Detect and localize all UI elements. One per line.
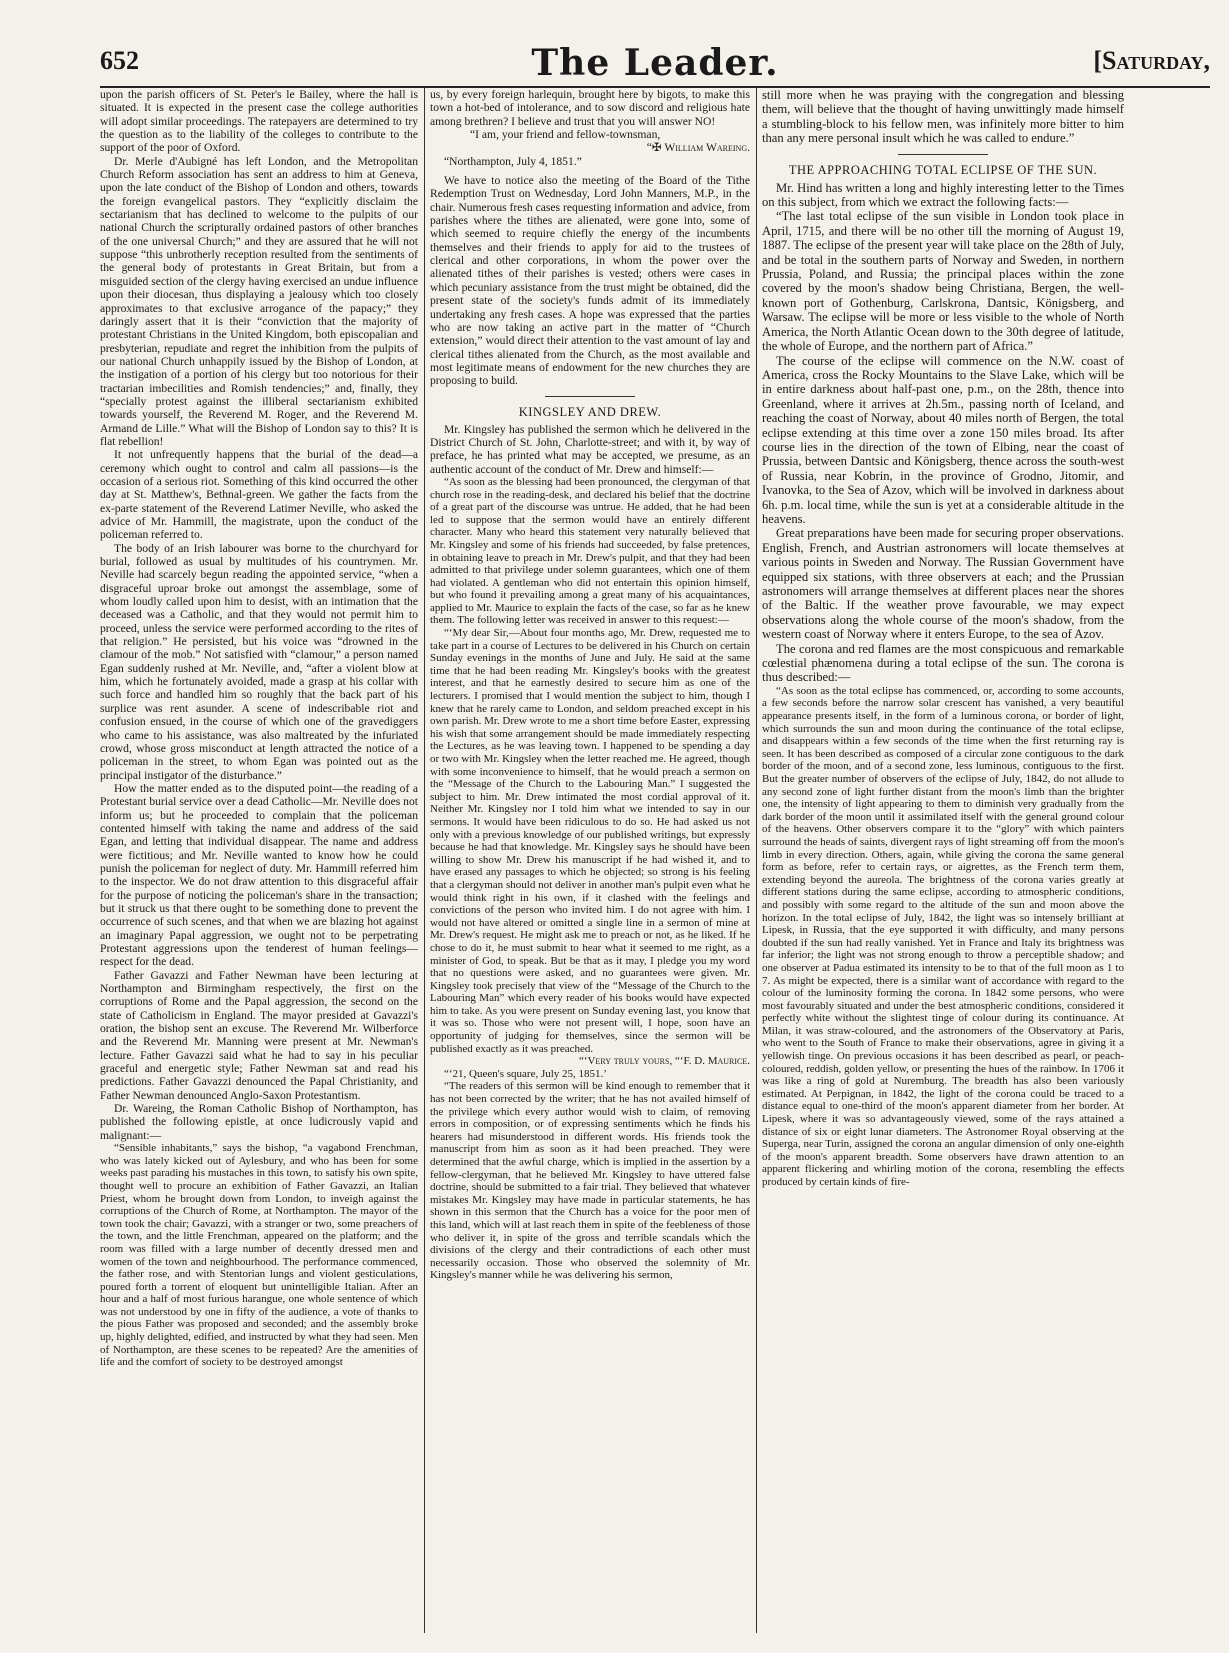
paragraph: still more when he was praying with the congregation and blessing them, will believe that the thought of having unwittingly made himself a stumbling-block to his fellow men, was infinitely more bitter to him than any mere personal insult which he was called to endure.” [762, 88, 1124, 146]
quote-paragraph: “Sensible inhabitants,” says the bishop, “a vagabond Frenchman, who was lately kicked out of Aylesbury, and who has been for some weeks past parading his mustaches in this town, to satisfy his own spite, thought well to procure an exhibition of Father Gavazzi, an Italian Priest, whom he brought down from London, to inveigh against the corruptions of the Church of Rome, at Northampton. The mayor of the town took the chair; Gavazzi, with a stranger or two, some preachers of the town, and the little Frenchman, appeared on the platform; and the room was filled with a large number of decently dressed men and women of the town and neighbourhood. The performance commenced, the father rose, and with Stentorian lungs and violent gesticulations, poured forth a torrent of eloquent but unintelligible Italian. After an hour and a half of most furious harangue, one whole sentence of which was not understood by one in fifty of the audience, a vote of thanks to the pious Father was proposed and seconded; and the assembly broke up, highly delighted, edified, and instructed by what they had seen. Men of Northampton, are these scenes to be repeated? Are the amenities of life and the comfort of society to be destroyed amongst [100, 1142, 418, 1369]
section-divider [545, 396, 635, 397]
issue-day: [Saturday, [1093, 46, 1210, 75]
newspaper-title: The Leader. [531, 42, 779, 84]
paragraph: How the matter ended as to the disputed point—the reading of a Protestant burial service over a dead Catholic—Mr. Neville does not inform us; but he proceeded to complain that the policeman contented himself with taking the name and address of the said Egan, and letting that individual disappear. The name and address were fictitious; and Mr. Neville wanted to know how he could punish the policeman for neglect of duty. Mr. Hammill referred him to the inspector. We do not draw attention to this disgraceful affair for the purpose of noticing the policeman's share in the transaction; but it struck us that there ought to be something done to prevent the occurrence of such scenes, and that when we are blazing hot against an imaginary Papal aggression, we ought not to be perpetrating Protestant aggressions upon the tenderest of human feelings—respect for the dead. [100, 781, 418, 969]
paragraph: The course of the eclipse will commence on the N.W. coast of America, cross the Rocky Mountains to the Slave Lake, which will be in entire darkness about half-past one, p.m., on the 28th, thence into Greenland, where it arrives at 2h.5m., passing north of Iceland, and reaching the coast of Norway, about 40 miles north of Bergen, the total eclipse extending at this time over a zone 150 miles broad. Its after course lies in the direction of the town of Elbing, near the coast of Prussia, between Dantsic and Königsberg, thence across the south-west of Russia, near Kobrin, in the province of Grodno, Jitomir, and Ivanovka, to the Sea of Azov, which will be involved in darkness about 6h. p.m. local time, while the sun is yet at a considerable altitude in the heavens. [762, 353, 1124, 526]
letter-signature: “‘Very truly yours, “‘F. D. Maurice. [578, 1055, 750, 1068]
paragraph: The corona and red flames are the most conspicuous and remarkable cœlestial phænomena during a total eclipse of the sun. The corona is thus described:— [762, 641, 1124, 685]
paragraph: It not unfrequently happens that the burial of the dead—a ceremony which ought to control and calm all passions—is the occasion of a serious riot. Something of this kind occurred the other day at St. Matthew's, Bethnal-green. We gather the facts from the ex-parte statement of the Reverend Latimer Neville, who asked the advice of Mr. Hammill, the magistrate, upon the conduct of the policeman referred to. [100, 448, 418, 542]
column-3 [762, 88, 1124, 1633]
letter-closing: “I am, your friend and fellow-townsman, [470, 128, 661, 142]
paragraph: Mr. Hind has written a long and highly interesting letter to the Times on this subject, from which we extract the following facts:— [762, 180, 1124, 210]
letter-signature: “✠ William Wareing. [646, 141, 750, 155]
column-rule [756, 88, 757, 1633]
paragraph: The body of an Irish labourer was borne to the churchyard for burial, followed as usual by multitudes of his countrymen. Mr. Neville had scarcely begun reading the appointed service, “when a disgraceful uproar broke out amongst the assemblage, some of whom loudly called upon him to desist, with an intimation that the deceased was a Catholic, and that they would not permit him to proceed, unless the service were performed according to the rites of that religion.” He persisted, but his voice was “drowned in the clamour of the mob.” Not satisfied with “clamour,” a person named Egan suddenly rushed at Mr. Neville, and, “after a violent blow at him, which he fortunately avoided, made a grasp at his collar with such force and handled him so roughly that the back part of his surplice was rent asunder. A scene of indescribable riot and confusion ensued, in the course of which one of the gravediggers who came to his assistance, was also maltreated by the infuriated crowd, whose gross misconduct at length attracted the notice of a policeman in the street, to whom Egan was pointed out as the principal instigator of the disturbance.” [100, 541, 418, 782]
paragraph: Father Gavazzi and Father Newman have been lecturing at Northampton and Birmingham respectively, the first on the corruptions of Rome and the Papal aggression, the second on the state of Catholicism in England. The mayor presided at Gavazzi's oration, the bishop sent an excuse. The Reverend Mr. Wilberforce and the Reverend Mr. Manning were present at Mr. Newman's lecture. Father Gavazzi said what he had to say in his peculiar graceful and energetic style; Father Newman sat and read his predictions. Father Gavazzi denounced the Papal Christianity, and Father Newman denounced Anglo-Saxon Protestantism. [100, 968, 418, 1102]
quote-paragraph: “As soon as the total eclipse has commenced, or, according to some accounts, a few seconds before the narrow solar crescent has vanished, a very beautiful appearance presents itself, in the form of a luminous corona, or border of light, which surrounds the sun and moon during the continuance of the total eclipse, and disappears within a few seconds of the time when the first returning ray is seen. It has been described as composed of a circular zone contiguous to the dark border of the moon, and of a second zone, less luminous, contiguous to the first. But the greater number of observers of the eclipse of July, 1842, do not allude to any second zone of light further distant from the moon's limb than the brighter one, the intensity of light appearing to them to diminish very gradually from the dark border of the moon until it assimilated itself with the general ground colour of the heavens. Other observers compare it to the “glory” with which painters surround the heads of saints, divergent rays of light streaming off from the moon's limb in every direction. Others, again, while giving the corona the same general form as before, refer to certain rays, or aigrettes, as the French term them, extending beyond the aureola. The brightness of the corona varies greatly at different stations during the same eclipse, according to atmospheric conditions, and possibly with some regard to the altitude of the sun and moon above the horizon. In the total eclipse of July, 1842, the light was so intensely brilliant at Lipesk, in Russia, that the eye supported it with difficulty, and many persons doubted if the sun had really vanished. Yet in France and Italy its brightness was far inferior; the light was not strong enough to throw a perceptible shadow; and one observer at Padua estimated its intensity to be to that of the full moon as 1 to 7. As might be expected, there is a similar want of accordance with regard to the colour of the luminosity forming the corona. In 1842 some persons, who were most favourably situated and under the best atmospheric conditions, considered it perfectly white without the slightest tinge of colour during its continuance. At Milan, it was straw-coloured, and the astronomers of the Observatory at Paris, who went to the South of France to make their observations, agree in giving it a yellowish tinge. On previous occasions it has been described as pearl, or peach-coloured, reddish, golden yellow, or presenting the hues of the rainbow. In 1706 it was like a ring of gold at Nuremburg. The breadth has also been variously estimated. At Perpignan, in 1842, the light of the corona could be traced to a distance equal to one-third of the moon's apparent diameter from her border. At Lipesk, where it was so advantageously viewed, some of the rays attained a distance of six or eight lunar diameters. The Astronomer Royal observing at the Superga, near Turin, assigned the corona an angular dimension of only one-eighth of the moon's apparent breadth. Some observers have drawn attention to an apparent flickering and whirling motion of the corona, resembling the effects produced by certain kinds of fire- [762, 684, 1124, 1188]
column-2 [430, 88, 750, 1633]
section-heading: THE APPROACHING TOTAL ECLIPSE OF THE SUN. [788, 162, 1098, 177]
paragraph: Mr. Kingsley has published the sermon which he delivered in the District Church of St. John, Charlotte-street; and with it, by way of preface, he has printed what may be accepted, we presume, as an authentic account of the conduct of Mr. Drew and himself:— [430, 422, 750, 476]
quote-paragraph: “The readers of this sermon will be kind enough to remember that it has not been corrected by the writer; that he has not availed himself of the privilege which every author would wish to claim, of removing errors in composition, or of expressing sentiments which he finds his hearers had misunderstood in different words. His friends took the manuscript from him as soon as it had been preached. They were determined that the awful charge, which is implied in the assertion by a fellow-clergyman, that he believed Mr. Kingsley to have uttered false doctrine, should be submitted to a fair trial. They believed that whatever mistakes Mr. Kingsley may have made in particular statements, he has shown in this sermon that the Church has a voice for the poor men of this land, which will at last reach them in spite of the feebleness of those who deliver it, in spite of the gross and terrible scandals which the divisions of the clergy and their contradictions of each other must necessarily occasion. Those who observed the solemnity of Mr. Kingsley's manner while he was delivering his sermon, [430, 1080, 750, 1282]
paragraph: We have to notice also the meeting of the Board of the Tithe Redemption Trust on Wednesday, Lord John Manners, M.P., in the chair. Numerous fresh cases requesting information and advice, from parishes where the tithes are alienated, were gone into, some of which seemed to require chiefly the energy of the incumbents themselves and their friends to apply for aid to the trustees of clerical and other corporations, in whom the power over the alienated tithes of their parishes is vested; others were cases in which pecuniary assistance from the trust might be obtained, did the present state of the society's funds admit of its immediately undertaking any fresh cases. A hope was expressed that the parties who are now taking an active part in the matter of “Church extension,” would direct their attention to the vast amount of lay and clerical tithes alienated from the Church, as the most available and most legitimate means of endowment for the new churches they are proposing to build. [430, 174, 750, 388]
column-1 [100, 88, 418, 1633]
letter-dateline: “‘21, Queen's square, July 25, 1851.’ [444, 1067, 607, 1080]
paragraph: us, by every foreign harlequin, brought here by bigots, to make this town a hot-bed of intolerance, and to sow discord and religious hate among brethren? I believe and trust that you will answer NO! [430, 88, 750, 128]
page-number: 652 [100, 46, 139, 75]
section-divider [898, 154, 988, 155]
paragraph: Dr. Merle d'Aubigné has left London, and the Metropolitan Church Reform association has sent an address to him at Geneva, upon the late conduct of the Bishop of London and others, towards the foreign evangelical pastors. They “explicitly disclaim the sectarianism that has declined to welcome to the pulpits of our national Church the scripturally ordained pastors of other branches of the one universal Church;” and they are assured that he will not suppose “this unbrotherly reception resulted from the sentiments of the general body of protestants in Great Britain, but from a misguided section of the clergy having exercised an undue influence upon their diocesan, thus displaying a jealousy which too closely approximates to that exclusive arrogance of the papacy;” they daringly assert that it is their “conviction that the majority of protestant Christians in the United Kingdom, both episcopalian and presbyterian, repudiate and regret the inhibition from the pulpits of our national Church unhappily issued by the Bishop of London, at the instigation of a portion of his clergy but too notorious for their tractarian imbecilities and Romish tendencies;” and, finally, they “specially protest against the illiberal sectarianism exhibited towards yourself, the Reverend M. Roger, and the Reverend M. Armand de Lille.” What will the Bishop of London say to this? It is flat rebellion! [100, 154, 418, 448]
column-rule [424, 88, 425, 1633]
quote-paragraph: “As soon as the blessing had been pronounced, the clergyman of that church rose in the reading-desk, and declared his belief that the doctrine of a great part of the discourse was untrue. He added, that he had been led to suppose that the sermon would have an entirely different character. Many who heard this statement very naturally believed that Mr. Kingsley and some of his friends had succeeded, by false pretences, in obtaining leave to preach in Mr. Drew's pulpit, and that they had been admitted to that privilege under solemn guarantees, which one of them had violated. A gentleman who did not entertain this opinion himself, but who found it prevailing among a great many of his acquaintances, applied to Mr. Maurice to explain the facts of the case, so far as he knew them. The following letter was received in answer to this request:— [430, 475, 750, 627]
paragraph: upon the parish officers of St. Peter's le Bailey, where the hall is situated. It is expected in the present case the college authorities will adopt similar proceedings. The ratepayers are determined to try the question as to the liability of the colleges to contribute to the support of the poor of Oxford. [100, 88, 418, 155]
paragraph: Great preparations have been made for securing proper observations. English, French, and Austrian astronomers will locate themselves at various points in Sweden and Norway. The Russian Government have equipped six stations, with three observers at each; and the Prussian astronomers will arrange themselves at different places near the shores of the Baltic. If the weather prove favourable, we may expect observations along the whole course of the moon's shadow, from the western coast of Norway where it enters Europe, to the sea of Azov. [762, 526, 1124, 642]
section-heading: KINGSLEY AND DREW. [518, 404, 662, 419]
masthead [100, 42, 1210, 88]
paragraph: Dr. Wareing, the Roman Catholic Bishop of Northampton, has published the following epistle, at once ludicrously vapid and malignant:— [100, 1102, 418, 1142]
quote-paragraph: “The last total eclipse of the sun visible in London took place in April, 1715, and there will be no other till the morning of August 19, 1887. The eclipse of the present year will take place on the 28th of July, and be total in the southern parts of Norway and Sweden, in northern Prussia, Poland, and Russia; the principal places within the zone covered by the moon's shadow being Christiana, Bergen, the well-known port of Gothenburg, Carlskrona, Dantsic, Königsberg, and Warsaw. The eclipse will be more or less visible to the whole of North America, the North Atlantic Ocean down to the 30th degree of latitude, the whole of Europe, and the northern part of Africa.” [762, 209, 1124, 354]
letter-dateline: “Northampton, July 4, 1851.” [444, 154, 582, 168]
quote-paragraph: “‘My dear Sir,—About four months ago, Mr. Drew, requested me to take part in a course of Lectures to be delivered in his Church on certain Sunday evenings in the months of June and July. He said at the same time that he had been reading Mr. Kingsley's books with the greatest interest, and that he earnestly desired to secure him as one of the lecturers. I promised that I would mention the subject to him, though I knew that he rarely came to London, and seldom preached except in his own parish. Mr. Drew wrote to me a short time before Easter, expressing his wish that some arrangement should be made immediately respecting the Lectures, as he was leaving town. I happened to be spending a day or two with Mr. Kingsley when the letter reached me. He agreed, though with some inconvenience to himself, that he would preach a sermon on the “Message of the Church to the Labouring Man.” I suggested the subject to him. Mr. Drew intimated the most cordial approval of it. Neither Mr. Kingsley nor I told him what we intended to say in our sermons. It would have been ridiculous to do so. He had asked us not only with a previous knowledge of our published writings, but expressly because he had that knowledge. Mr. Kingsley says he should have been willing to show Mr. Drew his manuscript if he had wished it, and to have erased any passages to which he objected; so strong is his feeling that a clergyman should not deliver in another man's pulpit even what he would think right in his own, if it clashed with the feelings and convictions of the person who invited him. I do not agree with him. I would not have altered or omitted a single line in a sermon of mine at Mr. Drew's request. He might ask me to preach or not, as he liked. If he chose to do it, he must submit to hear what it seemed to me right, as a minister of God, to speak. But be that as it may, I pledge you my word that no questions were asked, and no guarantees were given. Mr. Kingsley took precisely that view of the “Message of the Church to the Labouring Man” which every reader of his books would have expected him to take. As you were present on Sunday evening last, you know that it was so. Those who were not present will, I hope, soon have an opportunity of judging for themselves, since the sermon will be published exactly as it was preached. [430, 627, 750, 1055]
